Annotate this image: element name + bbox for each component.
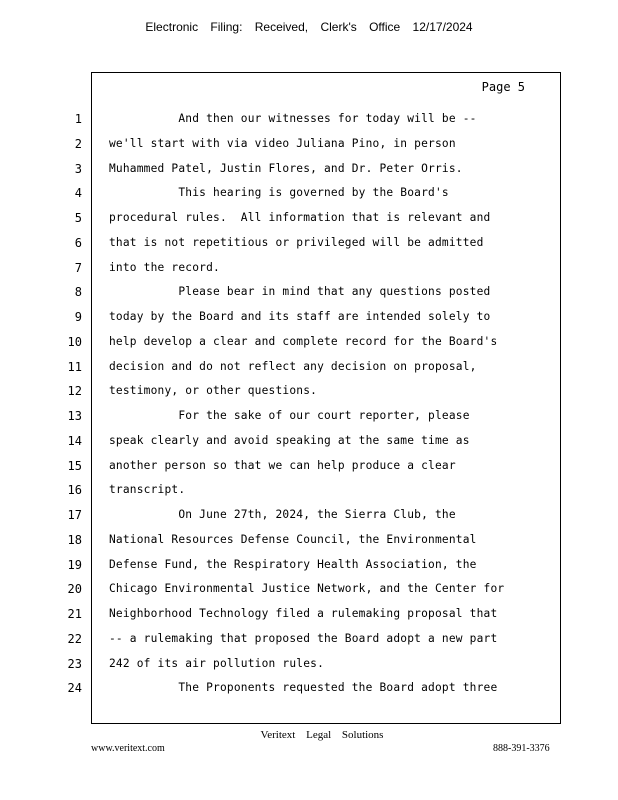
line-number: 1 [74, 112, 82, 126]
line-number: 16 [67, 483, 82, 498]
transcript-line: decision and do not reflect any decision on proposal, [109, 359, 477, 373]
transcript-line: testimony, or other questions. [109, 384, 318, 398]
line-number: 15 [67, 458, 82, 473]
line-number: 4 [74, 186, 82, 201]
line-number: 3 [74, 161, 82, 176]
transcript-line: speak clearly and avoid speaking at the same time as [109, 433, 470, 447]
line-number: 18 [67, 532, 82, 547]
transcript-line: This hearing is governed by the Board's [109, 186, 449, 200]
transcript-line: The Proponents requested the Board adopt three [109, 681, 498, 695]
footer-company: Veritext Legal Solutions [260, 729, 384, 741]
transcript-line: procedural rules. All information that is relevant and [109, 211, 491, 224]
transcript-line: Neighborhood Technology filed a rulemaking proposal that [109, 607, 498, 620]
line-number: 12 [67, 384, 82, 399]
line-number: 23 [67, 656, 82, 671]
line-number: 22 [67, 631, 82, 646]
line-number: 9 [74, 310, 82, 324]
transcript-line: -- a rulemaking that proposed the Board adopt a new part [109, 631, 498, 645]
footer-website: www.veritext.com [91, 743, 165, 754]
line-number: 17 [67, 508, 82, 522]
transcript-line: transcript. [109, 483, 186, 497]
transcript-line: Muhammed Patel, Justin Flores, and Dr. Peter Orris. [109, 161, 463, 175]
line-number: 8 [74, 285, 82, 300]
line-number: 5 [74, 211, 82, 225]
page-number: Page 5 [481, 80, 525, 94]
line-number: 21 [67, 607, 82, 621]
transcript-line: Chicago Environmental Justice Network, and the Center for [109, 582, 505, 596]
transcript-line: National Resources Defense Council, the Environmental [109, 532, 477, 546]
transcript-line: Please bear in mind that any questions posted [109, 285, 491, 299]
line-number: 7 [74, 260, 82, 275]
filing-header: Electronic Filing: Received, Clerk's Office 12/17/2024 [145, 20, 473, 34]
transcript-line: 242 of its air pollution rules. [109, 656, 324, 670]
line-number: 10 [67, 334, 82, 349]
line-number: 11 [67, 359, 82, 374]
line-number: 6 [74, 235, 82, 250]
transcript-line: into the record. [109, 260, 220, 274]
transcript-line: On June 27th, 2024, the Sierra Club, the [109, 508, 456, 521]
transcript-line: help develop a clear and complete record for the Board's [109, 334, 498, 348]
transcript-line: And then our witnesses for today will be -- [109, 112, 477, 125]
transcript-line: another person so that we can help produce a clear [109, 458, 456, 472]
transcript-line: For the sake of our court reporter, please [109, 409, 470, 422]
line-number: 24 [67, 681, 82, 696]
transcript-line: that is not repetitious or privileged will be admitted [109, 235, 484, 249]
transcript-line: we'll start with via video Juliana Pino, in person [109, 136, 456, 150]
footer-phone: 888-391-3376 [493, 743, 550, 754]
line-number: 19 [67, 557, 82, 572]
transcript-line: today by the Board and its staff are intended solely to [109, 310, 491, 323]
line-number: 14 [67, 433, 82, 448]
line-number: 13 [67, 409, 82, 423]
transcript-line: Defense Fund, the Respiratory Health Association, the [109, 557, 477, 571]
line-number: 2 [74, 136, 82, 151]
line-number: 20 [67, 582, 82, 597]
